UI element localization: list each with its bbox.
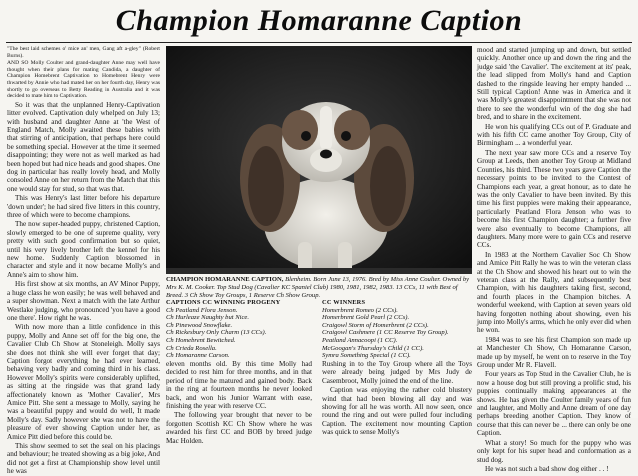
paragraph: With now more than a little confidence in this puppy, Molly and Anne set off for the big one, the Cavalier Club Ch Show at Stoneleigh. Molly says she does not think she will ever forget that day; Caption forgot everything he had ever learned, behaving very badly and coming third in his class. However Molly's spirits were considerably uplifted, as sitting at the ringside was that grand lady affectionately known as 'Mother Cavalier', Mrs Amice Pitt. She sent a message to Molly, saying he was a beautiful puppy and would do well, It made Molly's day. Sadly however she was not to have the pleasure of ever showing Caption under her, as Amice Pitt died before this could be.: [7, 323, 160, 441]
list-item: Homerbrent Romeo (2 CCs).: [322, 306, 398, 314]
bottom-column-1: [166, 360, 312, 445]
paragraph: This was Henry's last litter before his departure 'down under'; he had sired five litters in this country, three of which were to become champions.: [7, 194, 160, 220]
list-item: McGoogan's Thursday's Child (1 CC).: [322, 344, 424, 352]
list-item: Craigowl Storm of Homerbrent (2 CCs).: [322, 321, 429, 329]
paragraph: AND SO Molly Coulter and grand-daughter Anne may well have thought when their plans for mating Candida, a daughter of Champion Homebrent Captivation to Homebrent Henry were thwarted by Annie who had mated her on her fourth day, Henry was shortly to go overseas to Betty Reading in Australia and it was decided to mate him to Captivation.: [7, 60, 160, 100]
list-item: Homerbrent Gold Pearl (2 CCs).: [322, 314, 410, 322]
list-item: Ch Hurleaze Naughty but Nice.: [166, 314, 249, 322]
paragraph: Four years as Top Stud in the Cavalier Club, he is now a house dog but still proving a prolific stud, his puppies continually making appearances at the shows. He has given the Coulter family years of fun and laughter, and Molly and Anne dream of one day perhaps breeding another Caption. They know of course that this can never be ... there can only be one Caption.: [477, 370, 631, 438]
caption-title: CHAMPION HOMARANNE CAPTION,: [166, 276, 284, 283]
list-item: Ch Rickesbury Only Charm (13 CCs).: [166, 329, 267, 337]
list-item: Ch Homebrent Bewitched.: [166, 336, 236, 344]
list-item: Peatland Annacoopi (1 CC).: [322, 336, 398, 344]
paragraph: 1984 was to see his first Champion son made up at Manchester Ch Show, Ch Homaranne Carson, made up by myself, he went on to reserve in the Toy Group under Mr R. Flavell.: [477, 335, 631, 370]
paragraph: So it was that the unplanned Henry-Captivation litter evolved. Captivation duly whelped on July 13; with husband and daughter Anne at 'the West of England Match, Molly awaited these babies with that stirring of anticipation, that perhaps here could be something special. However at the time it seemed disappointing; they were not as well marked as had been hoped but had nice heads and good shapes. One dog in particular has really lovely head, and Molly consoled Anne on her return from the Match that this one would stay for stud, so that was that.: [7, 100, 160, 193]
cavalier-spaniel-photo: [166, 46, 472, 274]
paragraph: He was not such a bad show dog either . . !: [485, 464, 609, 473]
paragraph: "The best laid schemes o' mice an' men, Gang aft a-gley" (Robert Burns).: [7, 46, 160, 59]
paragraph: The following year brought that never to be forgotten Scottish KC Ch Show where he was awarded his first CC and BOB by breed judge Mac Holden.: [166, 411, 312, 445]
paragraph: The now super-headed puppy, christened Caption, slowly emerged to be one of supreme quality, very pretty with such good confirmation but so quiet, until his very lively brother left the kennel for his new home. Suddenly Caption blossomed in character and style and it now became Molly's and Anne's aim to show him.: [7, 220, 160, 279]
progeny-heading: CAPTIONS CC WINNING PROGENY: [166, 299, 281, 306]
winners-lists: [166, 299, 472, 360]
progeny-list: [166, 299, 316, 360]
article-title: Champion Homaranne Caption: [115, 4, 523, 37]
list-item: Ch Pinewood Snowflake.: [166, 321, 233, 329]
paragraph: What a story! So much for the puppy who was only kept for his super head and conformation as a stud dog.: [477, 438, 631, 464]
list-item: Ch Peatland Flora Jenson.: [166, 306, 238, 314]
list-item: Ch Homaranne Carson.: [166, 352, 230, 360]
paragraph: eleven months old. By this time Molly had decided to rest him for three months, and in that period of time he matured and gained body. Back in the ring at fourteen months he never looked back, and won his Junior Warrant with ease, finishing the year with reserve CC.: [166, 360, 312, 411]
caption-text: Blenheim. Born June 13, 1976. Bred by Miss Anne Coulter. Owned by Mrs K. M. Cooker. Top Stud Dog (Cavalier KC Spaniel Club) 1980, 1981, 1982, 1983. 13 CCs, 11 with Best of Breed. 3 Ch Show Toy Groups, 1 Reserve Ch Show Group.: [166, 276, 470, 299]
paragraph: Rushing in to the Toy Group where all the Toys were already being judged by Mrs Judy de Casembroot, Molly joined the end of the line.: [322, 360, 472, 385]
paragraph: In 1983 at the Northern Cavalier Soc Ch Show and Amice Pitt Rally he was to win the veteran class at the Ch Show and showed his heart out to win the veteran class at the Rally, and subsequently best Champion, with his daughters taking first, second, and fourth places in the Champion bitches. A wonderful weekend, with Caption at seven years old having forgotten nothing about showing, even his jump into Molly's arms, which he only ever did when he won.: [477, 250, 631, 335]
title-rule: [6, 42, 632, 43]
right-column: [477, 46, 631, 473]
list-item: Ch Crieda Rosella.: [166, 344, 217, 352]
paragraph: This show seemed to set the seal on his placings and behaviour; he treated showing as a big joke, And did not get a first at Championship show level until he was: [7, 442, 160, 476]
list-item: Craigowl Cashmere (1 CC Reserve Toy Group).: [322, 329, 449, 337]
left-column: [7, 46, 160, 476]
photo-caption: [166, 276, 472, 299]
cc-winners-list: [322, 299, 472, 360]
paragraph: mood and started jumping up and down, but settled quickly. Another once up and down the ring and the judge said 'the Cavalier'. The excitement at its' peak, the lead slipped from Molly's hand and Caption dashed to the ringside leaving her empty handed ... Still typical Caption! Anne was in America and it was Molly's greatest disappointment that she was not there to see the wonderful win of the dog she had bred, and to share in the excitement.: [477, 46, 631, 122]
paragraph: Caption was enjoying the rather cold blustery wind that had been blowing all day and was showing for all he was worth. All now seen, once round the ring and out were pulled four including Caption. The excitement now mounting Caption was quick to sense Molly's: [322, 386, 472, 437]
paragraph: His first show at six months, an AV Minor Puppy, a huge class he won easily; he was well behaved and a super showman. Next a match with the late Arthur Westlake judging, who pronounced 'you have a good one there'. How right he was.: [7, 280, 160, 322]
list-item: Symra Something Special (1 CC).: [322, 352, 411, 360]
bottom-column-2: [322, 360, 472, 437]
dog-photo: [166, 46, 472, 274]
paragraph: He won his qualifying CCs out of P. Graduate and with his fifth CC came another Toy Group, City of Birmingham ... a wonderful year.: [477, 122, 631, 148]
paragraph: The next year saw more CCs and a reserve Toy Group at Leeds, then another Toy Group at Midland Counties, his third. These two years gave Caption the necessary points to be invited to the Contest of Champions each year, a great honour, as to date he was the only Cavalier to have been invited. By this time his first puppies were making their appearance, particularly Peatland Flora Jenson who was to become his first Champion daughter; a further five were also eventually to become Champions, all daughters. Many more were to gain CCs and reserve CCs.: [477, 148, 631, 250]
cc-winners-heading: CC WINNERS: [322, 299, 366, 306]
